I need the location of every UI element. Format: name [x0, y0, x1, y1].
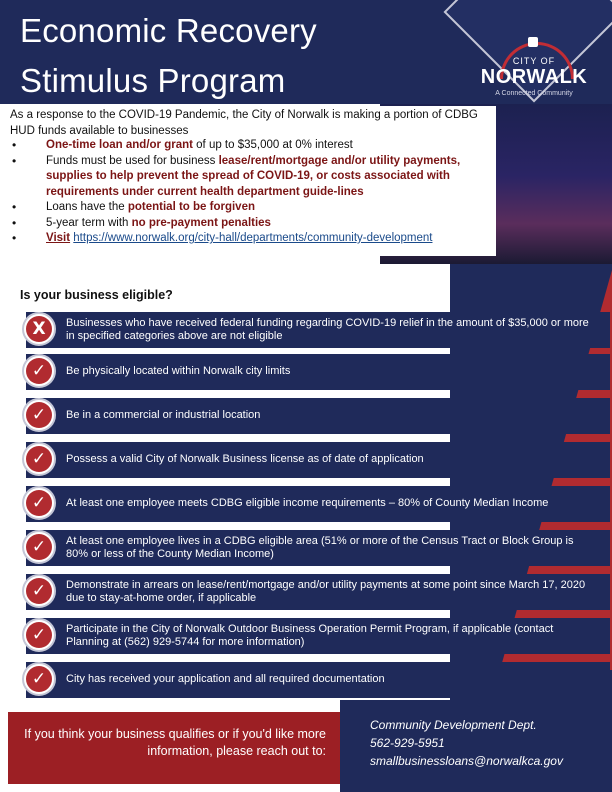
- eligibility-text: Businesses who have received federal funding regarding COVID-19 relief in the amount of $35,000 or more in specified categories above are not eligible: [66, 316, 589, 342]
- eligibility-row: [26, 618, 610, 654]
- eligibility-text: Possess a valid City of Norwalk Business license as of date of application: [66, 453, 424, 466]
- benefit-list: [10, 138, 496, 247]
- checkmark-icon: ✓: [22, 398, 56, 432]
- checkmark-icon: ✓: [22, 354, 56, 388]
- eligibility-row: [26, 486, 610, 522]
- eligibility-row: [26, 530, 610, 566]
- checkmark-icon: ✓: [22, 618, 56, 652]
- contact-email[interactable]: smallbusinessloans@norwalkca.gov: [370, 754, 563, 768]
- city-logo: [470, 20, 598, 100]
- eligibility-text: Be physically located within Norwalk city limits: [66, 365, 291, 378]
- logo-name: NORWALK: [480, 66, 588, 88]
- checkmark-icon: ✓: [22, 574, 56, 608]
- website-link[interactable]: https://www.norwalk.org/city-hall/departments/community-development: [73, 232, 433, 244]
- eligibility-heading: Is your business eligible?: [20, 288, 173, 302]
- eligibility-row: [26, 354, 610, 390]
- contact-dept: Community Development Dept.: [370, 718, 537, 732]
- list-item: • Visit https://www.norwalk.org/city-hall/departments/community-development: [10, 231, 496, 247]
- checkmark-icon: ✓: [22, 530, 56, 564]
- intro-section: [0, 106, 496, 256]
- eligibility-row: [26, 312, 610, 348]
- contact-prompt-box: [8, 712, 340, 784]
- eligibility-text: Participate in the City of Norwalk Outdoor Business Operation Permit Program, if applicable (contact Planning at (562) 929-5744 for more information): [66, 622, 554, 648]
- contact-prompt: If you think your business qualifies or if you'd like more information, please reach out to:: [24, 727, 326, 758]
- eligibility-text: Be in a commercial or industrial location: [66, 409, 261, 422]
- logo-city-of: CITY OF: [512, 56, 556, 66]
- checkmark-icon: ✓: [22, 442, 56, 476]
- intro-text: As a response to the COVID-19 Pandemic, the City of Norwalk is making a portion of CDBG HUD funds available to businesses: [10, 109, 478, 137]
- logo-tagline: A Connected Community: [495, 90, 573, 97]
- eligibility-text: Demonstrate in arrears on lease/rent/mortgage and/or utility payments at some point since March 17, 2020 due to stay-at-home order, if applicable: [66, 578, 586, 604]
- list-item: • One-time loan and/or grant of up to $35,000 at 0% interest: [10, 138, 496, 154]
- checkmark-icon: ✓: [22, 662, 56, 696]
- eligibility-row: [26, 442, 610, 478]
- checkmark-icon: ✓: [22, 486, 56, 520]
- eligibility-text: City has received your application and all required documentation: [66, 673, 385, 686]
- list-item: • Funds must be used for business lease/rent/mortgage and/or utility payments, supplies to help prevent the spread of COVID-19, or costs associated with requirements under current health department guide-lines: [10, 154, 496, 201]
- page-title-line1: Economic Recovery: [20, 12, 317, 49]
- eligibility-row: [26, 398, 610, 434]
- eligibility-text: At least one employee meets CDBG eligible income requirements – 80% of County Median Income: [66, 497, 549, 510]
- list-item: • Loans have the potential to be forgiven: [10, 200, 496, 216]
- eligibility-row: [26, 662, 610, 698]
- list-item: • 5-year term with no pre-payment penalties: [10, 216, 496, 232]
- eligibility-row: [26, 574, 610, 610]
- contact-info: [370, 716, 608, 770]
- logo-pin-icon: [528, 37, 538, 47]
- contact-phone[interactable]: 562-929-5951: [370, 736, 445, 750]
- page-title-line2: Stimulus Program: [20, 62, 286, 99]
- x-mark-icon: X: [22, 312, 56, 346]
- eligibility-text: At least one employee lives in a CDBG eligible area (51% or more of the Census Tract or Block Group is 80% or less of the County Median Income): [66, 534, 574, 560]
